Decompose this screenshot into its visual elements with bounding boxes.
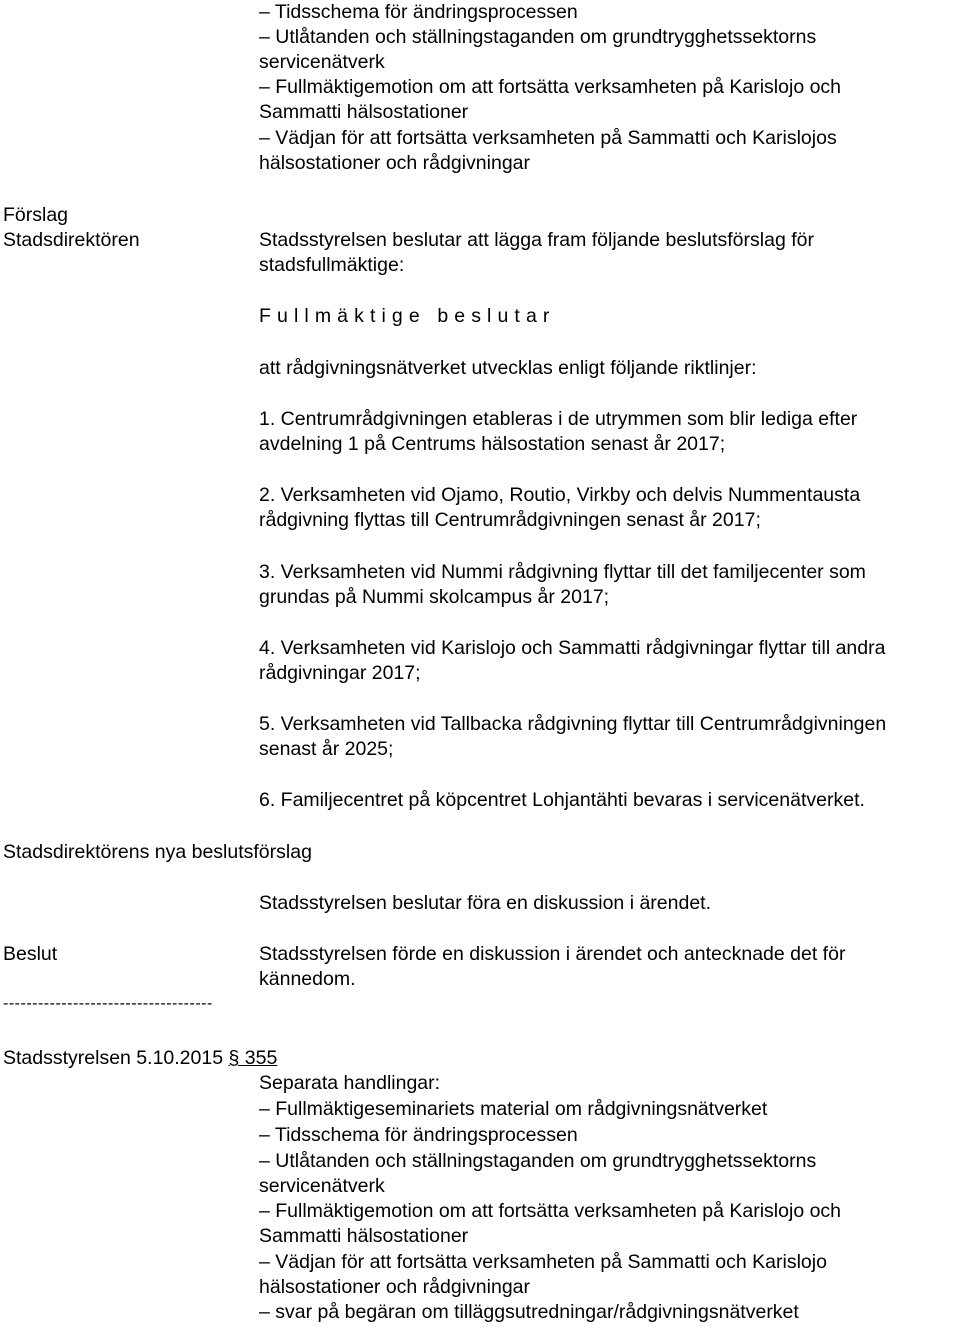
attachment-line: Sammatti hälsostationer (259, 1225, 469, 1247)
new-proposal-label: Stadsdirektörens nya beslutsförslag (3, 841, 312, 863)
proposal-label: Förslag (3, 204, 69, 226)
guideline-item: 3. Verksamheten vid Nummi rådgivning flyttar till det familjecenter som (259, 561, 866, 583)
attachment-line: – Fullmäktigemotion om att fortsätta verksamheten på Karislojo och (259, 76, 842, 98)
attachment-line: – Tidsschema för ändringsprocessen (259, 1, 578, 23)
decision-label: Beslut (3, 943, 58, 965)
attachment-line: – svar på begäran om tilläggsutredningar/rådgivningsnätverket (259, 1301, 799, 1323)
attachment-line: – Fullmäktigeseminariets material om rådgivningsnätverket (259, 1098, 768, 1120)
guideline-item: 5. Verksamheten vid Tallbacka rådgivning flyttar till Centrumrådgivningen (259, 713, 887, 735)
meeting-reference (3, 1046, 277, 1071)
attachment-line: – Vädjan för att fortsätta verksamheten på Sammatti och Karislojo (259, 1251, 827, 1273)
attachment-line: servicenätverk (259, 51, 385, 73)
guideline-item: 1. Centrumrådgivningen etableras i de utrymmen som blir lediga efter (259, 408, 858, 430)
attachment-line: – Utlåtanden och ställningstaganden om grundtrygghetssektorns (259, 26, 817, 48)
decision-text: Stadsstyrelsen förde en diskussion i ärendet och antecknade det för (259, 943, 846, 965)
meeting-body: Stadsstyrelsen 5.10.2015 (3, 1047, 224, 1069)
attachment-line: Sammatti hälsostationer (259, 101, 469, 123)
section-number: § 355 (228, 1047, 278, 1069)
guideline-intro: att rådgivningsnätverket utvecklas enligt följande riktlinjer: (259, 357, 757, 379)
council-decides-heading: Fullmäktige beslutar (259, 305, 556, 327)
attachments-heading: Separata handlingar: (259, 1072, 441, 1094)
new-proposal-text: Stadsstyrelsen beslutar föra en diskussion i ärendet. (259, 892, 711, 914)
proposal-intro-cont: stadsfullmäktige: (259, 254, 405, 276)
guideline-item-cont: grundas på Nummi skolcampus år 2017; (259, 586, 610, 608)
proposal-author-label: Stadsdirektören (3, 229, 140, 251)
attachment-line: – Tidsschema för ändringsprocessen (259, 1124, 578, 1146)
section-separator: ------------------------------------ (3, 995, 213, 1012)
guideline-item: 4. Verksamheten vid Karislojo och Sammatti rådgivningar flyttar till andra (259, 637, 886, 659)
attachment-line: – Utlåtanden och ställningstaganden om grundtrygghetssektorns (259, 1150, 817, 1172)
guideline-item-cont: rådgivning flyttas till Centrumrådgivningen senast år 2017; (259, 509, 761, 531)
guideline-item-cont: rådgivningar 2017; (259, 662, 421, 684)
guideline-item-cont: senast år 2025; (259, 738, 394, 760)
attachment-line: servicenätverk (259, 1175, 385, 1197)
attachment-line: – Vädjan för att fortsätta verksamheten på Sammatti och Karislojos (259, 127, 837, 149)
guideline-item: 2. Verksamheten vid Ojamo, Routio, Virkby och delvis Nummentausta (259, 484, 861, 506)
decision-text-cont: kännedom. (259, 968, 356, 990)
attachment-line: hälsostationer och rådgivningar (259, 152, 531, 174)
guideline-item-cont: avdelning 1 på Centrums hälsostation senast år 2017; (259, 433, 726, 455)
proposal-intro: Stadsstyrelsen beslutar att lägga fram följande beslutsförslag för (259, 229, 814, 251)
attachment-line: hälsostationer och rådgivningar (259, 1276, 531, 1298)
guideline-item: 6. Familjecentret på köpcentret Lohjantähti bevaras i servicenätverket. (259, 789, 865, 811)
attachment-line: – Fullmäktigemotion om att fortsätta verksamheten på Karislojo och (259, 1200, 842, 1222)
